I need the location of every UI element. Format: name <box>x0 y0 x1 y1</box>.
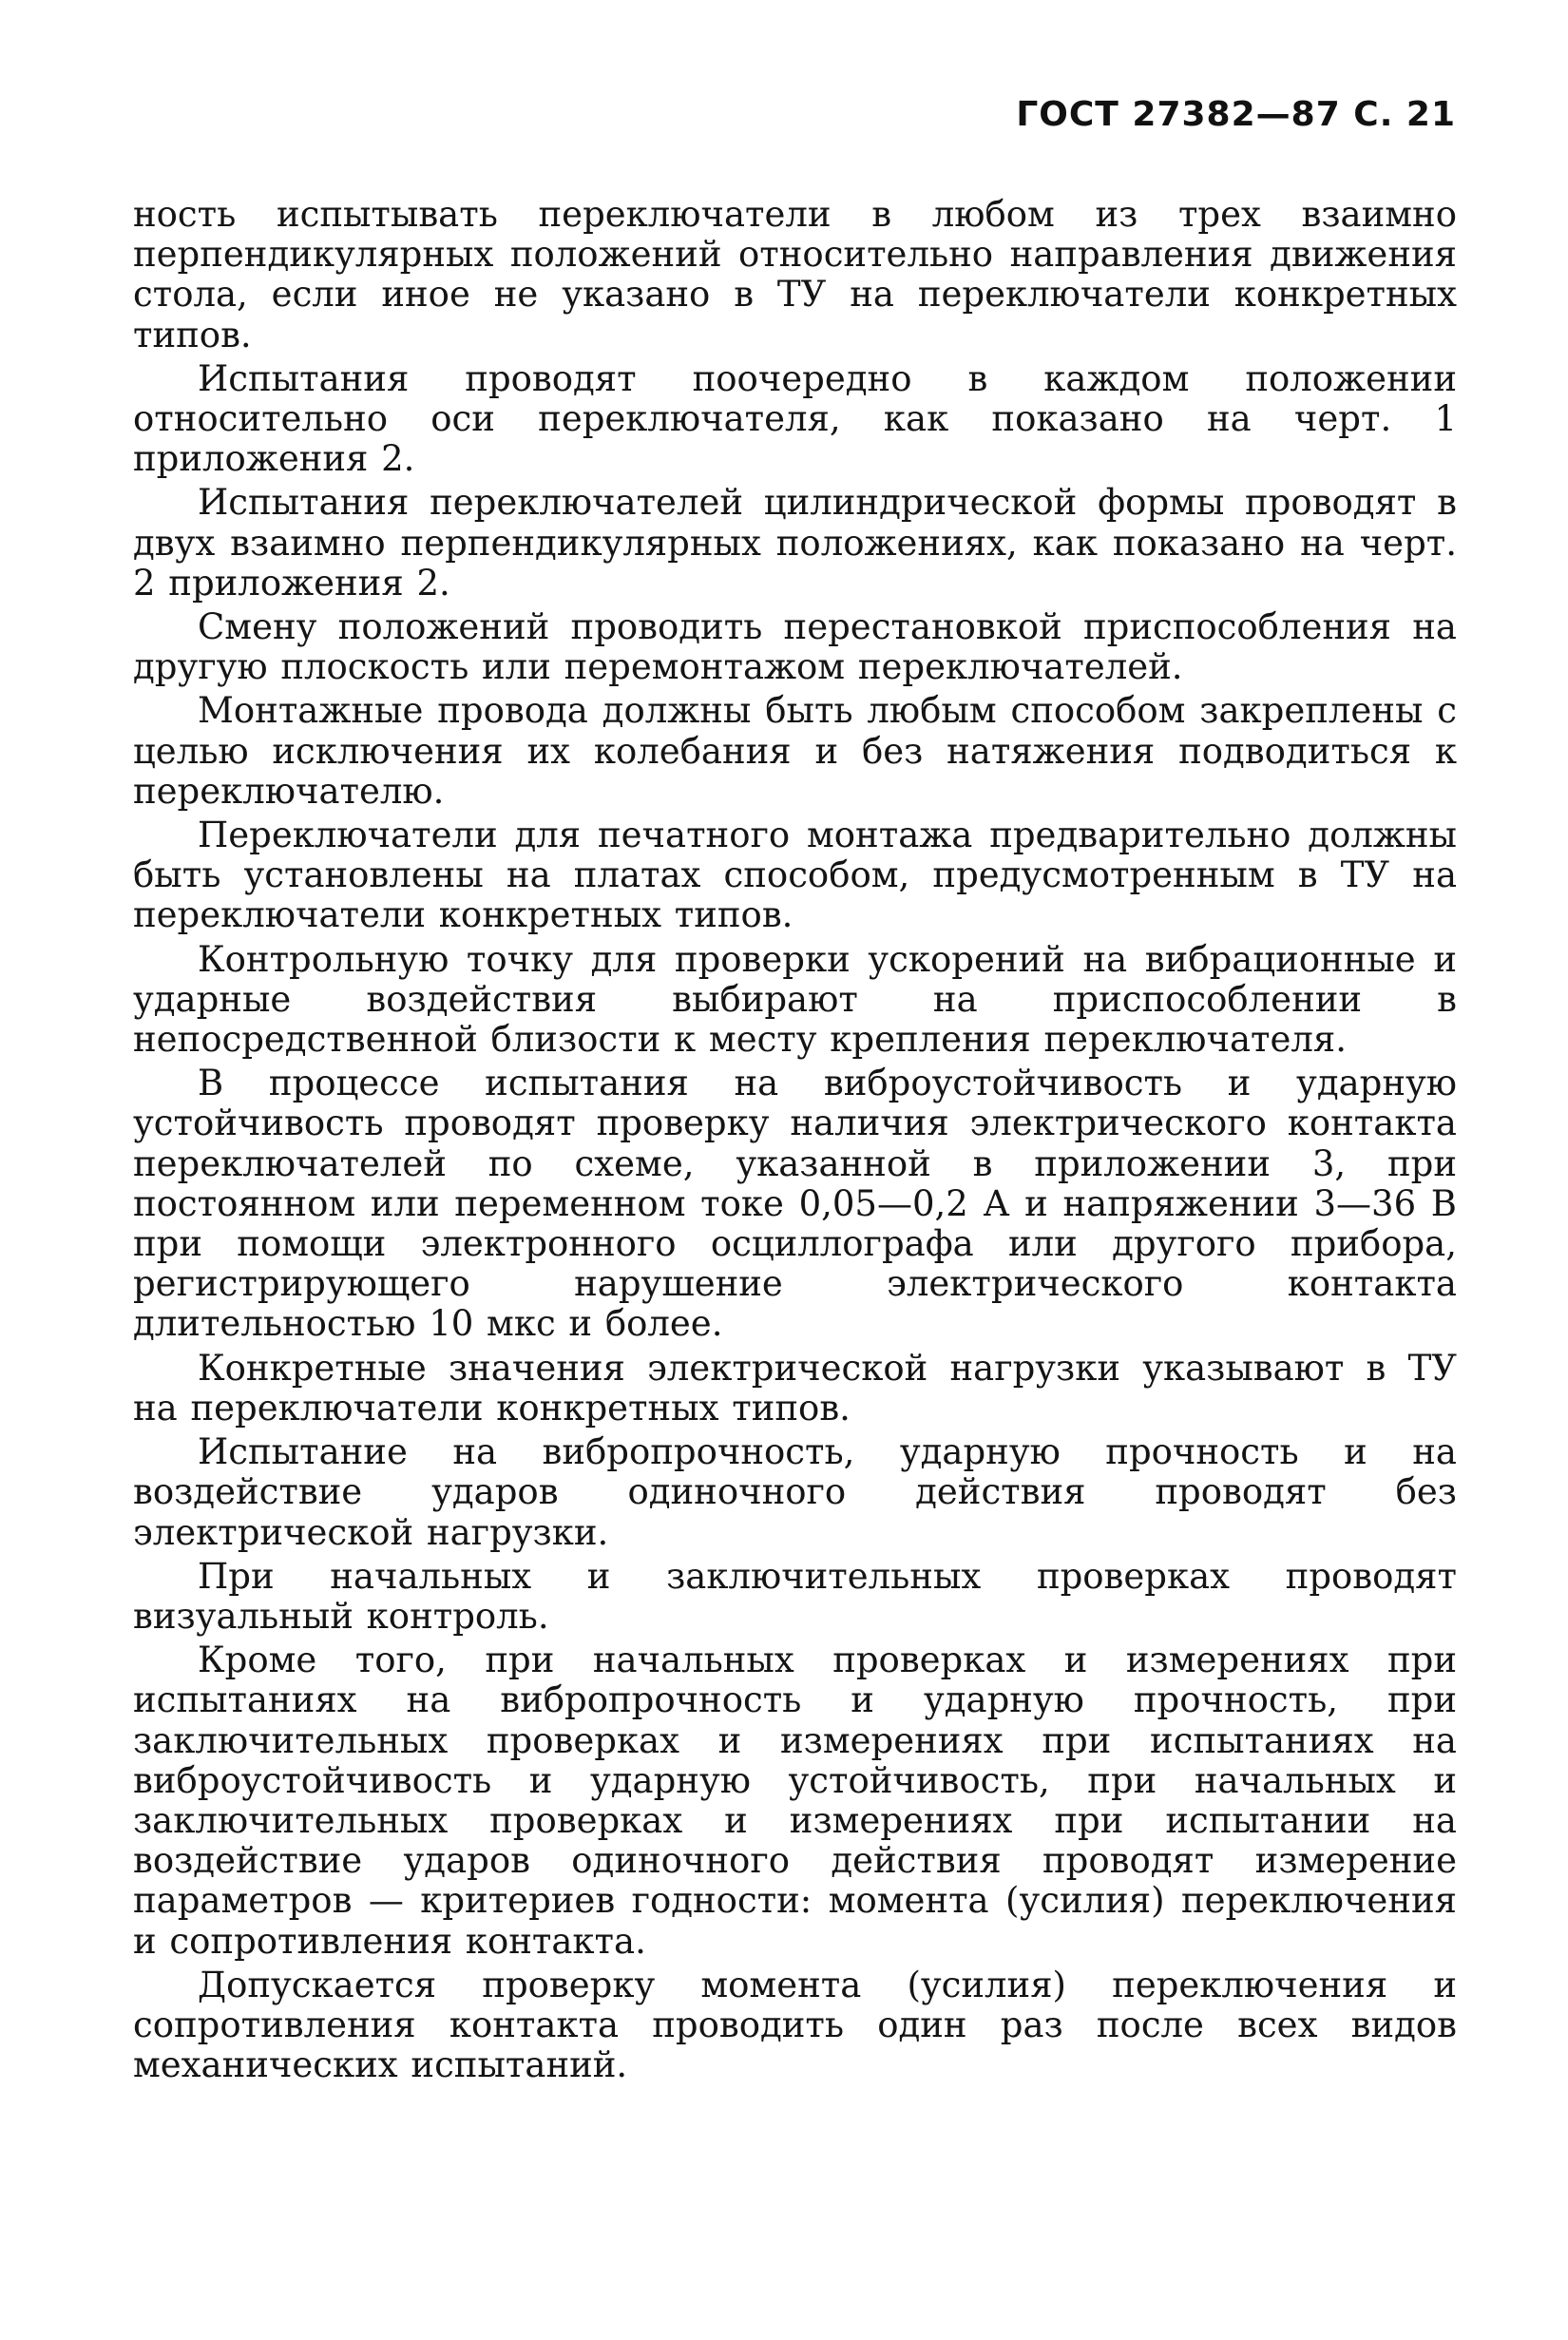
paragraph: Испытание на вибропрочность, ударную прочность и на воздействие ударов одиночного действия проводят без электрической нагрузки. <box>133 1431 1457 1553</box>
paragraph: Конкретные значения электрической нагрузки указывают в ТУ на переключатели конкретных типов. <box>133 1347 1457 1429</box>
paragraph: Монтажные провода должны быть любым способом закреплены с целью исключения их колебания и без натяжения подводиться к переключателю. <box>133 690 1457 812</box>
paragraph: При начальных и заключительных проверках проводят визуальный контроль. <box>133 1555 1457 1637</box>
paragraph: Контрольную точку для проверки ускорений на вибрационные и ударные воздействия выбирают на приспособлении в непосредственной близости к месту крепления переключателя. <box>133 938 1457 1061</box>
paragraph: Переключатели для печатного монтажа предварительно должны быть установлены на платах способом, предусмотренным в ТУ на переключатели конкретных типов. <box>133 815 1457 936</box>
paragraph: Допускается проверку момента (усилия) переключения и сопротивления контакта проводить один раз после всех видов механических испытаний. <box>133 1964 1457 2086</box>
paragraph: В процессе испытания на виброустойчивость и ударную устойчивость проводят проверку наличия электрического контакта переключателей по схеме, указанной в приложении 3, при постоянном или переменном токе 0,05—0,2 А и напряжении 3—36 В при помощи электронного осциллографа или другого прибора, регистрирующего нарушение электрического контакта длительностью 10 мкс и более. <box>133 1063 1457 1345</box>
paragraph: Кроме того, при начальных проверках и измерениях при испытаниях на вибропрочность и ударную прочность, при заключительных проверках и измерениях при испытаниях на виброустойчивость и ударную устойчивость, при начальных и заключительных проверках и измерениях при испытании на воздействие ударов одиночного действия проводят измерение параметров — критериев годности: момента (усилия) переключения и сопротивления контакта. <box>133 1640 1457 1962</box>
page-header: ГОСТ 27382—87 С. 21 <box>1016 95 1456 134</box>
body-text <box>133 195 1457 2089</box>
paragraph: Испытания проводят поочередно в каждом положении относительно оси переключателя, как показано на черт. 1 приложения 2. <box>133 357 1457 480</box>
paragraph: ность испытывать переключатели в любом из трех взаимно перпендикулярных положений относительно направления движения стола, если иное не указано в ТУ на переключатели конкретных типов. <box>133 194 1457 355</box>
paragraph: Испытания переключателей цилиндрической формы проводят в двух взаимно перпендикулярных положениях, как показано на черт. 2 приложения 2. <box>133 482 1457 604</box>
paragraph: Смену положений проводить перестановкой приспособления на другую плоскость или перемонтажом переключателей. <box>133 606 1457 688</box>
